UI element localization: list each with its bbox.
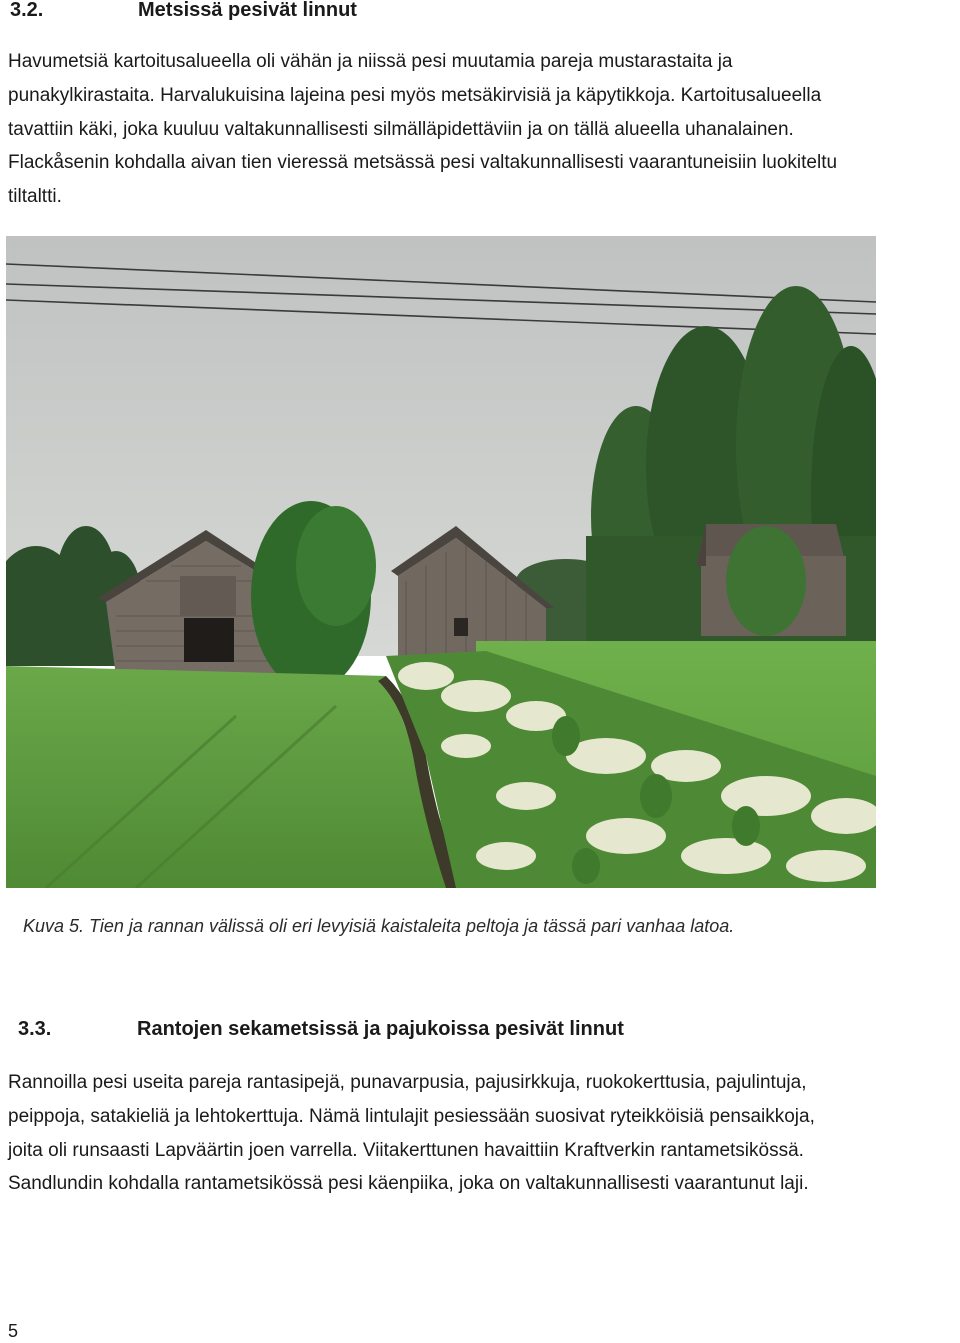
page-number: 5: [8, 1321, 19, 1341]
section-title: Rantojen sekametsissä ja pajukoissa pesivät linnut: [137, 1018, 624, 1040]
paragraph-line: tavattiin käki, joka kuuluu valtakunnallisesti silmälläpidettäviin ja on tällä alueella uhanalainen.: [8, 118, 794, 140]
section-heading-3-3: [18, 1017, 918, 1041]
paragraph-line: joita oli runsaasti Lapväärtin joen varrella. Viitakerttunen havaittiin Kraftverkin rantametsikössä.: [8, 1139, 804, 1161]
paragraph-line: Sandlundin kohdalla rantametsikössä pesi käenpiika, joka on valtakunnallisesti vaarantunut laji.: [8, 1173, 809, 1195]
photo-illustration: [6, 236, 876, 888]
section-heading-3-2: [10, 0, 910, 22]
paragraph-line: Havumetsiä kartoitusalueella oli vähän ja niissä pesi muutamia pareja mustarastaita ja: [8, 51, 733, 72]
paragraph-line: tiltaltti.: [8, 186, 62, 208]
section-number: 3.3.: [18, 1018, 52, 1040]
barn-field-photo: [6, 236, 876, 888]
bush-between-barns: [251, 501, 376, 691]
section-title: Metsissä pesivät linnut: [138, 0, 357, 21]
section-number: 3.2.: [10, 0, 44, 21]
paragraph-line: Rannoilla pesi useita pareja rantasipejä, punavarpusia, pajusirkkuja, ruokokerttusia, pajulintuja,: [8, 1072, 807, 1093]
paragraph-line: peippoja, satakieliä ja lehtokerttuja. Nämä lintulajit pesiessään suosivat ryteikköisiä pensaikkoja,: [8, 1105, 815, 1127]
section-3-3-paragraph: [8, 1066, 958, 1201]
paragraph-line: Flackåsenin kohdalla aivan tien vieressä metsässä pesi valtakunnallisesti vaarantuneisiin luokiteltu: [8, 152, 838, 174]
figure-caption: Kuva 5. Tien ja rannan välissä oli eri levyisiä kaistaleita peltoja ja tässä pari vanhaa latoa.: [23, 916, 735, 936]
bush-right: [726, 526, 806, 636]
paragraph-line: punakylkirastaita. Harvalukuisina lajeina pesi myös metsäkirvisiä ja käpytikkoja. Kartoitusalueella: [8, 84, 822, 106]
section-3-2-paragraph: [8, 45, 958, 214]
